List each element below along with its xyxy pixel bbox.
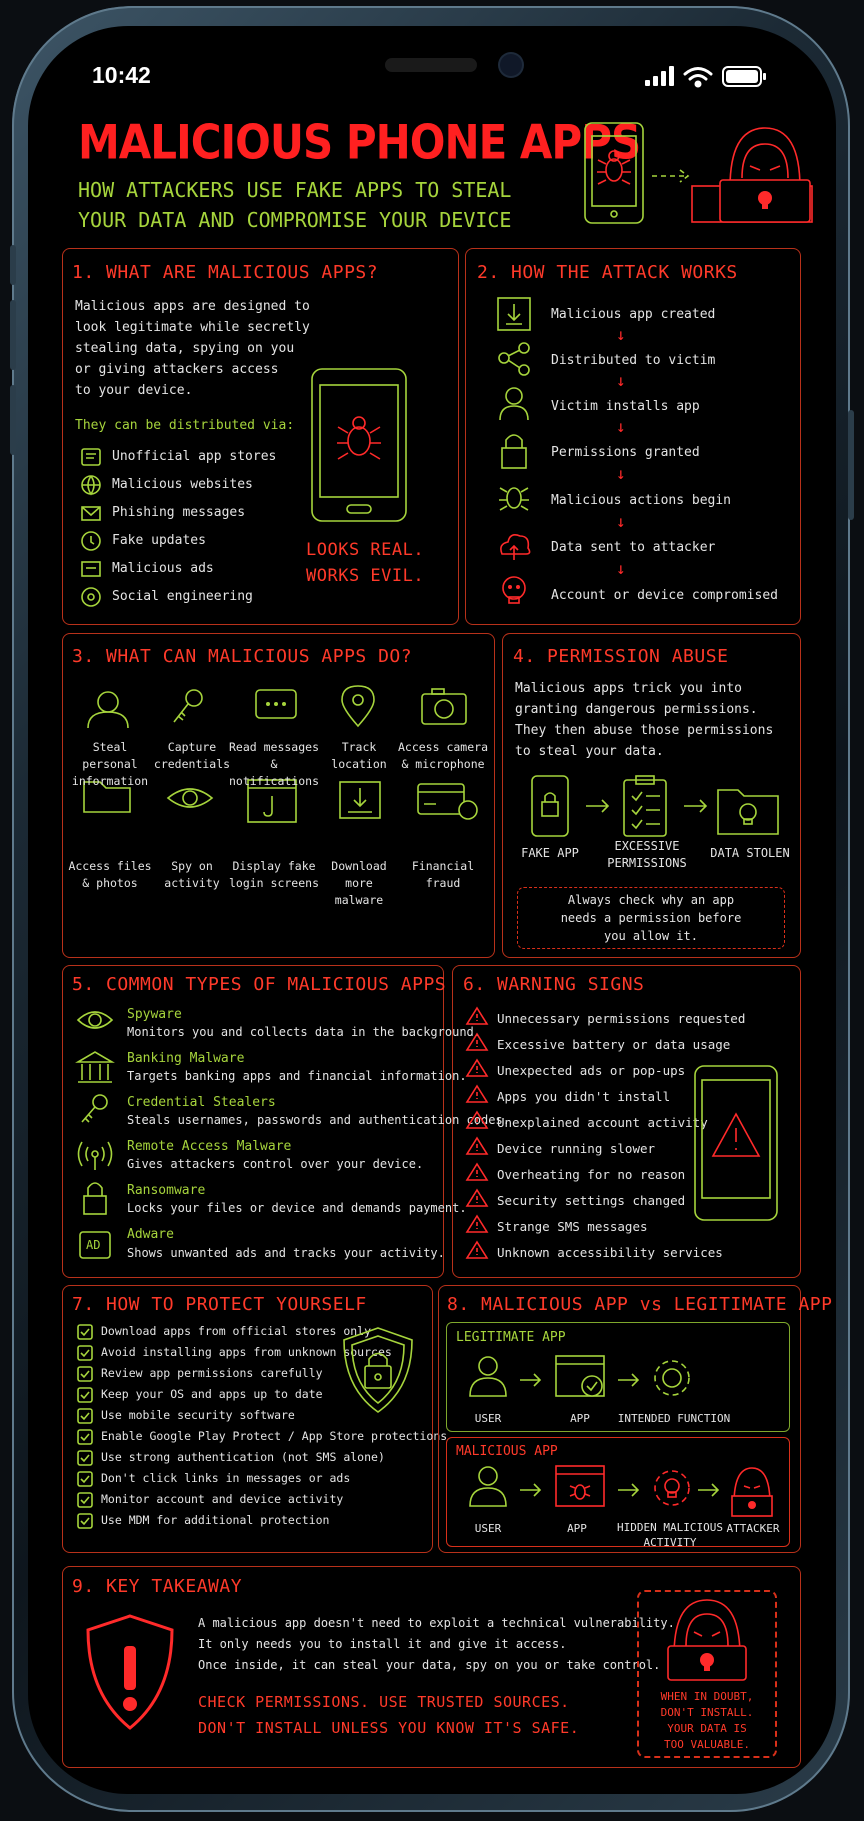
legit-app-label: LEGITIMATE APP bbox=[456, 1330, 566, 1345]
protection-tip: Avoid installing apps from unknown sources bbox=[101, 1345, 392, 1359]
capability-label: Spy on activity bbox=[164, 859, 220, 890]
malware-type-icons bbox=[76, 1002, 116, 1272]
takeaway-cta-line2: DON'T INSTALL UNLESS YOU KNOW IT'S SAFE. bbox=[198, 1719, 580, 1737]
checkbox-icons bbox=[77, 1324, 95, 1534]
header-illustration bbox=[580, 118, 820, 228]
mal-attacker-label: ATTACKER bbox=[726, 1522, 780, 1535]
user-icon bbox=[470, 1467, 506, 1506]
update-icon bbox=[80, 530, 102, 552]
shield-alert-icon bbox=[84, 1614, 176, 1732]
arrow-right-icon bbox=[520, 1484, 540, 1496]
attack-flow-icons bbox=[496, 296, 536, 616]
cloud-upload-icon bbox=[501, 535, 530, 560]
distribution-item: Malicious websites bbox=[112, 477, 253, 492]
distribution-item: Social engineering bbox=[112, 589, 253, 604]
warning-sign: Unnecessary permissions requested bbox=[497, 1011, 746, 1026]
share-icon bbox=[499, 343, 529, 375]
distribution-label: They can be distributed via: bbox=[75, 418, 295, 433]
fake-app-phone-icon bbox=[532, 776, 568, 836]
warning-sign: Apps you didn't install bbox=[497, 1089, 671, 1104]
panel-title: 8. MALICIOUS APP vs LEGITIMATE APP bbox=[447, 1294, 833, 1315]
volume-button bbox=[10, 300, 16, 370]
power-button bbox=[848, 410, 854, 520]
capability-label: Display fake login screens bbox=[228, 859, 319, 890]
warning-sign: Device running slower bbox=[497, 1141, 656, 1156]
arrow-right-icon bbox=[698, 1484, 718, 1496]
takeaway-text: A malicious app doesn't need to exploit a technical vulnerability. bbox=[198, 1616, 675, 1630]
takeaway-cta-line1: CHECK PERMISSIONS. USE TRUSTED SOURCES. bbox=[198, 1693, 570, 1711]
permission-text: They then abuse those permissions bbox=[515, 723, 774, 738]
protection-tip: Use MDM for additional protection bbox=[101, 1513, 330, 1527]
skull-icon bbox=[503, 577, 525, 603]
intro-line: Malicious apps are designed to bbox=[75, 299, 310, 314]
panel-title: 2. HOW THE ATTACK WORKS bbox=[477, 262, 738, 283]
permission-text: to steal your data. bbox=[515, 744, 664, 759]
protection-tip: Don't click links in messages or ads bbox=[101, 1471, 351, 1485]
battery-icon bbox=[723, 67, 766, 86]
warning-sign: Unknown accessibility services bbox=[497, 1245, 723, 1260]
capability-label: Steal personal information bbox=[71, 740, 149, 788]
gear-icon bbox=[655, 1361, 689, 1395]
speaker-notch bbox=[385, 58, 477, 72]
protection-tip: Keep your OS and apps up to date bbox=[101, 1387, 323, 1401]
wifi-icon bbox=[685, 69, 711, 87]
infected-phone-icon bbox=[585, 123, 643, 223]
malware-type-name: Ransomware bbox=[127, 1183, 206, 1198]
arrow-down-icon: ↓ bbox=[616, 371, 626, 390]
attack-step: Permissions granted bbox=[551, 445, 700, 460]
legit-result-label: INTENDED FUNCTION bbox=[617, 1412, 731, 1425]
arrow-down-icon: ↓ bbox=[616, 325, 626, 344]
attack-step: Distributed to victim bbox=[551, 353, 716, 368]
warning-sign: Unexpected ads or pop-ups bbox=[497, 1063, 686, 1078]
infected-phone-icon bbox=[310, 367, 410, 527]
attack-step: Account or device compromised bbox=[551, 588, 778, 603]
download-malware-icon bbox=[340, 782, 380, 818]
slogan-line1: LOOKS REAL. bbox=[306, 540, 425, 560]
protection-tip: Monitor account and device activity bbox=[101, 1492, 344, 1506]
arrow-right-icon bbox=[684, 800, 706, 812]
arrow-down-icon: ↓ bbox=[616, 464, 626, 483]
lock-icon bbox=[502, 435, 526, 468]
status-icons bbox=[645, 66, 767, 88]
bank-icon bbox=[78, 1052, 112, 1082]
status-time: 10:42 bbox=[92, 62, 151, 88]
volume-down-button bbox=[10, 385, 16, 455]
malicious-flow-icons bbox=[468, 1464, 788, 1520]
arrow-right-icon bbox=[520, 1374, 540, 1386]
mal-hidden-label: HIDDEN MALICIOUS ACTIVITY bbox=[617, 1521, 723, 1549]
intro-line: or giving attackers access bbox=[75, 362, 279, 377]
volume-up-button bbox=[10, 245, 16, 285]
capability-label: Access camera & microphone bbox=[397, 740, 488, 771]
subtitle-line2: YOUR DATA AND COMPROMISE YOUR DEVICE bbox=[78, 208, 512, 232]
globe-icon bbox=[80, 474, 102, 496]
front-camera bbox=[500, 54, 522, 76]
malware-type-name: Spyware bbox=[127, 1007, 182, 1022]
attack-step: Malicious actions begin bbox=[551, 493, 732, 508]
malware-type-name: Adware bbox=[127, 1227, 174, 1242]
capability-label: Capture credentials bbox=[153, 740, 231, 771]
attack-step: Malicious app created bbox=[551, 307, 716, 322]
protection-tip: Use mobile security software bbox=[101, 1408, 295, 1422]
camera-icon bbox=[422, 689, 466, 724]
arrow-down-icon: ↓ bbox=[616, 512, 626, 531]
subtitle-line1: HOW ATTACKERS USE FAKE APPS TO STEAL bbox=[78, 178, 512, 202]
store-icon bbox=[80, 446, 102, 468]
permission-tip: Always check why an app needs a permission before you allow it. bbox=[560, 893, 742, 943]
key-icon bbox=[174, 690, 202, 722]
mal-user-label: USER bbox=[474, 1522, 502, 1535]
takeaway-text: It only needs you to install it and give it access. bbox=[198, 1637, 567, 1651]
dashed-arrow-icon bbox=[652, 170, 688, 182]
remote-access-icon bbox=[79, 1142, 112, 1170]
distribution-item: Phishing messages bbox=[112, 505, 246, 520]
warning-sign: Strange SMS messages bbox=[497, 1219, 648, 1234]
legit-user-label: USER bbox=[474, 1412, 502, 1425]
clipboard-icon bbox=[624, 776, 666, 836]
warning-sign: Overheating for no reason bbox=[497, 1167, 686, 1182]
user-icon bbox=[500, 388, 528, 420]
malware-type-desc: Targets banking apps and financial information. bbox=[127, 1069, 467, 1083]
user-icon bbox=[470, 1357, 506, 1396]
capability-label: Track location bbox=[331, 740, 387, 771]
arrow-right-icon bbox=[586, 800, 608, 812]
protection-tip: Download apps from official stores only bbox=[101, 1324, 372, 1338]
arrow-right-icon bbox=[618, 1484, 638, 1496]
takeaway-box-text: WHEN IN DOUBT, DON'T INSTALL. YOUR DATA IS TOO VALUABLE. bbox=[660, 1690, 754, 1751]
lock-icon bbox=[84, 1183, 106, 1214]
permission-text: Malicious apps trick you into bbox=[515, 681, 742, 696]
malware-type-name: Banking Malware bbox=[127, 1051, 245, 1066]
takeaway-text: Once inside, it can steal your data, spy on you or take control. bbox=[198, 1658, 661, 1672]
intro-line: stealing data, spying on you bbox=[75, 341, 295, 356]
infected-app-icon bbox=[556, 1466, 604, 1506]
capability-label: Access files & photos bbox=[68, 859, 152, 890]
distribution-item: Unofficial app stores bbox=[112, 449, 277, 464]
panel-title: 5. COMMON TYPES OF MALICIOUS APPS bbox=[72, 974, 447, 995]
signal-icon bbox=[645, 66, 674, 86]
malware-type-desc: Shows unwanted ads and tracks your activity. bbox=[127, 1246, 445, 1260]
folder-skull-icon bbox=[718, 790, 778, 834]
flow-label-fake-app: FAKE APP bbox=[521, 846, 579, 860]
intro-line: look legitimate while secretly bbox=[75, 320, 310, 335]
eye-icon bbox=[78, 1012, 112, 1028]
warning-sign: Security settings changed bbox=[497, 1193, 686, 1208]
hooded-hacker-icon bbox=[692, 128, 812, 222]
distribution-item: Malicious ads bbox=[112, 561, 214, 576]
chat-icon bbox=[256, 690, 296, 718]
malware-type-desc: Gives attackers control over your device. bbox=[127, 1157, 424, 1171]
warning-triangle-icons bbox=[466, 1006, 490, 1268]
attack-step: Data sent to attacker bbox=[551, 540, 716, 555]
warning-sign: Excessive battery or data usage bbox=[497, 1037, 731, 1052]
slogan-line2: WORKS EVIL. bbox=[306, 566, 425, 586]
flow-label-excessive: EXCESSIVE PERMISSIONS bbox=[607, 839, 687, 870]
page-title: MALICIOUS PHONE APPS bbox=[78, 115, 641, 170]
distribution-item: Fake updates bbox=[112, 533, 206, 548]
capability-label: Financial fraud bbox=[411, 859, 475, 890]
panel-title: 9. KEY TAKEAWAY bbox=[72, 1576, 243, 1597]
capability-label: Download more malware bbox=[331, 859, 387, 907]
key-icon bbox=[82, 1095, 107, 1122]
protection-tip: Enable Google Play Protect / App Store protections bbox=[101, 1429, 448, 1443]
malware-type-desc: Steals usernames, passwords and authentication codes. bbox=[127, 1113, 510, 1127]
malware-type-desc: Locks your files or device and demands payment. bbox=[127, 1201, 467, 1215]
location-pin-icon bbox=[342, 686, 374, 726]
social-engineering-icon bbox=[80, 586, 102, 608]
ad-icon bbox=[80, 558, 102, 580]
person-icon bbox=[88, 692, 128, 728]
warning-sign: Unexplained account activity bbox=[497, 1115, 708, 1130]
app-window-icon bbox=[556, 1356, 604, 1396]
malware-type-desc: Monitors you and collects data in the background. bbox=[127, 1025, 482, 1039]
bug-icon bbox=[499, 488, 529, 510]
mal-app-label-text: APP bbox=[567, 1522, 587, 1535]
panel-title: 3. WHAT CAN MALICIOUS APPS DO? bbox=[72, 646, 413, 667]
permission-text: granting dangerous permissions. bbox=[515, 702, 758, 717]
malicious-app-label: MALICIOUS APP bbox=[456, 1444, 558, 1459]
ad-icon-text: AD bbox=[86, 1238, 101, 1252]
arrow-down-icon: ↓ bbox=[616, 417, 626, 436]
panel-title: 4. PERMISSION ABUSE bbox=[513, 646, 729, 667]
permission-flow-icons bbox=[528, 774, 788, 844]
malware-type-name: Remote Access Malware bbox=[127, 1139, 292, 1154]
capability-label: Read messages & notifications bbox=[228, 740, 319, 788]
eye-icon bbox=[168, 789, 212, 807]
malware-type-name: Credential Stealers bbox=[127, 1095, 276, 1110]
hidden-activity-icon bbox=[655, 1471, 689, 1505]
credit-card-icon bbox=[418, 784, 477, 819]
intro-line: to your device. bbox=[75, 383, 193, 398]
legit-app-label-text: APP bbox=[570, 1412, 590, 1425]
panel-title: 6. WARNING SIGNS bbox=[463, 974, 645, 995]
hacker-laptop-icon bbox=[664, 1594, 750, 1680]
arrow-down-icon: ↓ bbox=[616, 559, 626, 578]
arrow-right-icon bbox=[618, 1374, 638, 1386]
warning-phone-icon bbox=[693, 1064, 779, 1222]
envelope-icon bbox=[80, 502, 102, 524]
panel-title: 7. HOW TO PROTECT YOURSELF bbox=[72, 1294, 367, 1315]
panel-title: 1. WHAT ARE MALICIOUS APPS? bbox=[72, 262, 379, 283]
flow-label-data-stolen: DATA STOLEN bbox=[710, 846, 790, 860]
shield-lock-icon bbox=[340, 1326, 416, 1416]
attack-step: Victim installs app bbox=[551, 399, 700, 414]
protection-tip: Use strong authentication (not SMS alone) bbox=[101, 1450, 385, 1464]
legit-flow-icons bbox=[468, 1354, 778, 1406]
hacker-icon bbox=[732, 1468, 772, 1516]
download-icon bbox=[498, 298, 530, 330]
protection-tip: Review app permissions carefully bbox=[101, 1366, 323, 1380]
